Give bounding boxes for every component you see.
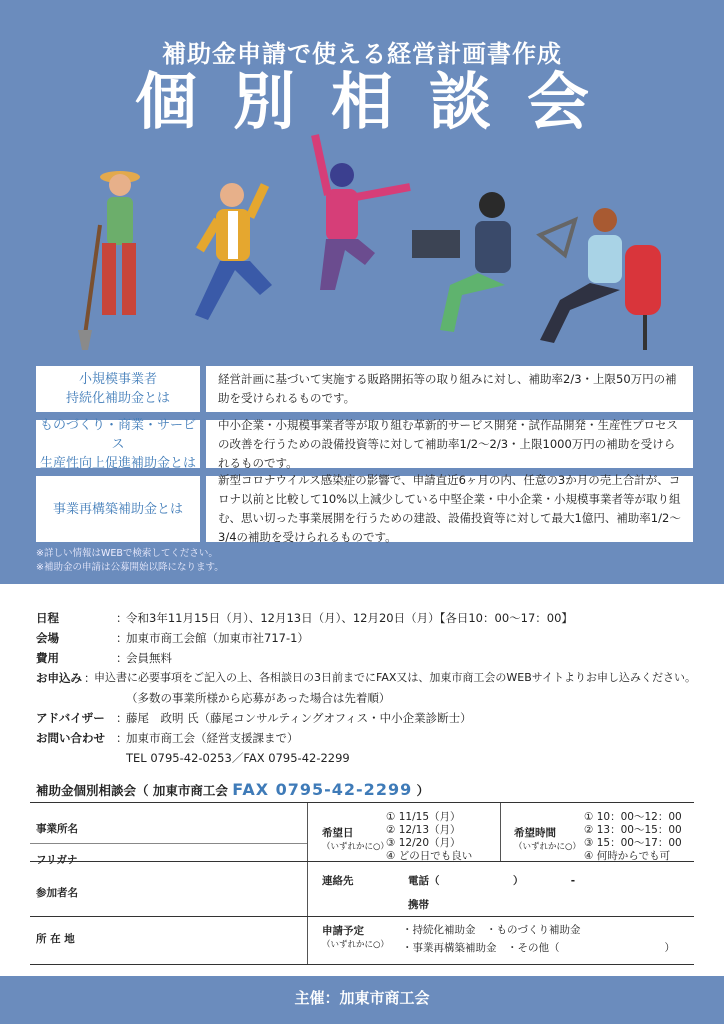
- date-option[interactable]: ③ 12/20（月）: [386, 837, 461, 849]
- detail-value: 藤尾 政明 氏（藤尾コンサルティングオフィス・中小企業診断士）: [126, 711, 472, 725]
- time-option[interactable]: ① 10：00～12：00: [584, 811, 682, 823]
- detail-label: お申込み: [36, 671, 82, 685]
- time-option[interactable]: ③ 15：00～17：00: [584, 837, 682, 849]
- jumping-woman-figure: [315, 135, 410, 290]
- detail-value: 令和3年11月15日（月）、12月13日（月）、12月20日（月）【各日10：00～17：00】: [126, 611, 573, 625]
- detail-row: [36, 688, 696, 708]
- detail-label: 会場: [36, 631, 59, 645]
- detail-row: アドバイザー ： 藤尾 政明 氏（藤尾コンサルティングオフィス・中小企業診断士）: [36, 708, 696, 728]
- detail-value: （多数の事業所様から応募があった場合は先着順）: [126, 691, 391, 705]
- plan-options[interactable]: ・事業再構築補助金 ・その他（ ）: [402, 942, 675, 954]
- page-title: 個別相談会: [134, 65, 625, 138]
- detail-row: お申込み ： 申込書に必要事項をご記入の上、各相談日の3日前までにFAX又は、加東市商工会のWEBサイトよりお申し込みください。: [36, 668, 696, 688]
- subsidy-description: 新型コロナウイルス感染症の影響で、申請直近6ヶ月の内、任意の3か月の売上合計が、コロナ以前と比較して10%以上減少している中堅企業・中小企業・小規模事業者等が取り組む、思い切った事業展開を行うための建設、設備投資等に対して最大1億円、補助率1/2～3/4の補助を受けられるものです。: [206, 476, 693, 542]
- date-option[interactable]: ④ どの日でも良い: [386, 850, 473, 862]
- time-option[interactable]: ② 13：00～15：00: [584, 824, 682, 836]
- notes: ※詳しい情報はWEBで検索してください。 ※補助金の申請は公募開始以降になります。: [36, 548, 224, 573]
- time-label: 希望時間 （いずれかに○）: [514, 827, 581, 852]
- detail-label: お問い合わせ: [36, 731, 105, 745]
- subsidy-row: [36, 366, 693, 412]
- time-option[interactable]: ④ 何時からでも可: [584, 850, 671, 862]
- detail-row: お問い合わせ ： 加東市商工会（経営支援課まで）: [36, 728, 696, 748]
- farmer-figure: [78, 171, 140, 350]
- subsidy-label: ものづくり・商業・サービス 生産性向上促進補助金とは: [36, 420, 200, 468]
- application-form: [30, 802, 694, 965]
- date-option[interactable]: ① 11/15（月）: [386, 811, 461, 823]
- detail-label: 日程: [36, 611, 59, 625]
- mobile-field[interactable]: 携帯: [408, 899, 429, 911]
- detail-row: [36, 748, 696, 768]
- detail-label: アドバイザー: [36, 711, 105, 725]
- subsidy-label: 事業再構築補助金とは: [36, 476, 200, 542]
- date-option[interactable]: ② 12/13（月）: [386, 824, 461, 836]
- detail-value: 加東市商工会館（加東市社717-1）: [126, 631, 309, 645]
- subsidy-label: 小規模事業者 持続化補助金とは: [36, 366, 200, 412]
- subsidy-row: [36, 417, 693, 471]
- phone-field[interactable]: 電話（ ） -: [408, 875, 576, 887]
- date-label: 希望日 （いずれかに○）: [322, 827, 389, 852]
- detail-value: TEL 0795-42-0253／FAX 0795-42-2299: [126, 751, 350, 765]
- participant-label: 参加者名: [36, 887, 78, 899]
- form-title: 補助金個別相談会（ 加東市商工会 FAX 0795-42-2299 ）: [36, 780, 430, 799]
- drafting-man-figure: [540, 208, 661, 350]
- detail-row: 費用 ： 会員無料: [36, 648, 696, 668]
- contact-label: 連絡先: [322, 875, 354, 887]
- furigana-label: フリガナ: [36, 854, 78, 866]
- subsidy-row: [36, 473, 693, 544]
- subsidy-description: 経営計画に基づいて実施する販路開拓等の取り組みに対し、補助率2/3・上限50万円の補助を受けられるものです。: [206, 366, 693, 412]
- address-label: 所 在 地: [36, 933, 75, 945]
- detail-row: 日程 ： 令和3年11月15日（月）、12月13日（月）、12月20日（月）【各日10：00～17：00】: [36, 608, 696, 628]
- subtitle: 補助金申請で使える経営計画書作成: [162, 40, 562, 68]
- plan-options[interactable]: ・持続化補助金 ・ものづくり補助金: [402, 924, 581, 936]
- plan-label: 申請予定 （いずれかに○）: [322, 925, 389, 950]
- event-details: [36, 608, 696, 768]
- detail-value: 加東市商工会（経営支援課まで）: [126, 731, 299, 745]
- detail-value: 会員無料: [126, 651, 172, 665]
- subsidy-description: 中小企業・小規模事業者等が取り組む革新的サービス開発・試作品開発・生産性プロセスの改善を行うための設備投資等に対して補助率1/2～2/3・上限1000万円の補助を受けられるものです。: [206, 420, 693, 468]
- people-illustration: [60, 125, 680, 365]
- jumping-man-figure: [195, 183, 272, 320]
- laptop-man-figure: [412, 192, 511, 332]
- fax-number: FAX 0795-42-2299: [232, 780, 413, 799]
- footer-organizer: 主催：加東市商工会: [0, 976, 724, 1024]
- detail-row: 会場 ： 加東市商工会館（加東市社717-1）: [36, 628, 696, 648]
- business-name-label: 事業所名: [36, 823, 78, 835]
- detail-label: 費用: [36, 651, 59, 665]
- detail-value: 申込書に必要事項をご記入の上、各相談日の3日前までにFAX又は、加東市商工会のWEBサイトよりお申し込みください。: [94, 671, 696, 684]
